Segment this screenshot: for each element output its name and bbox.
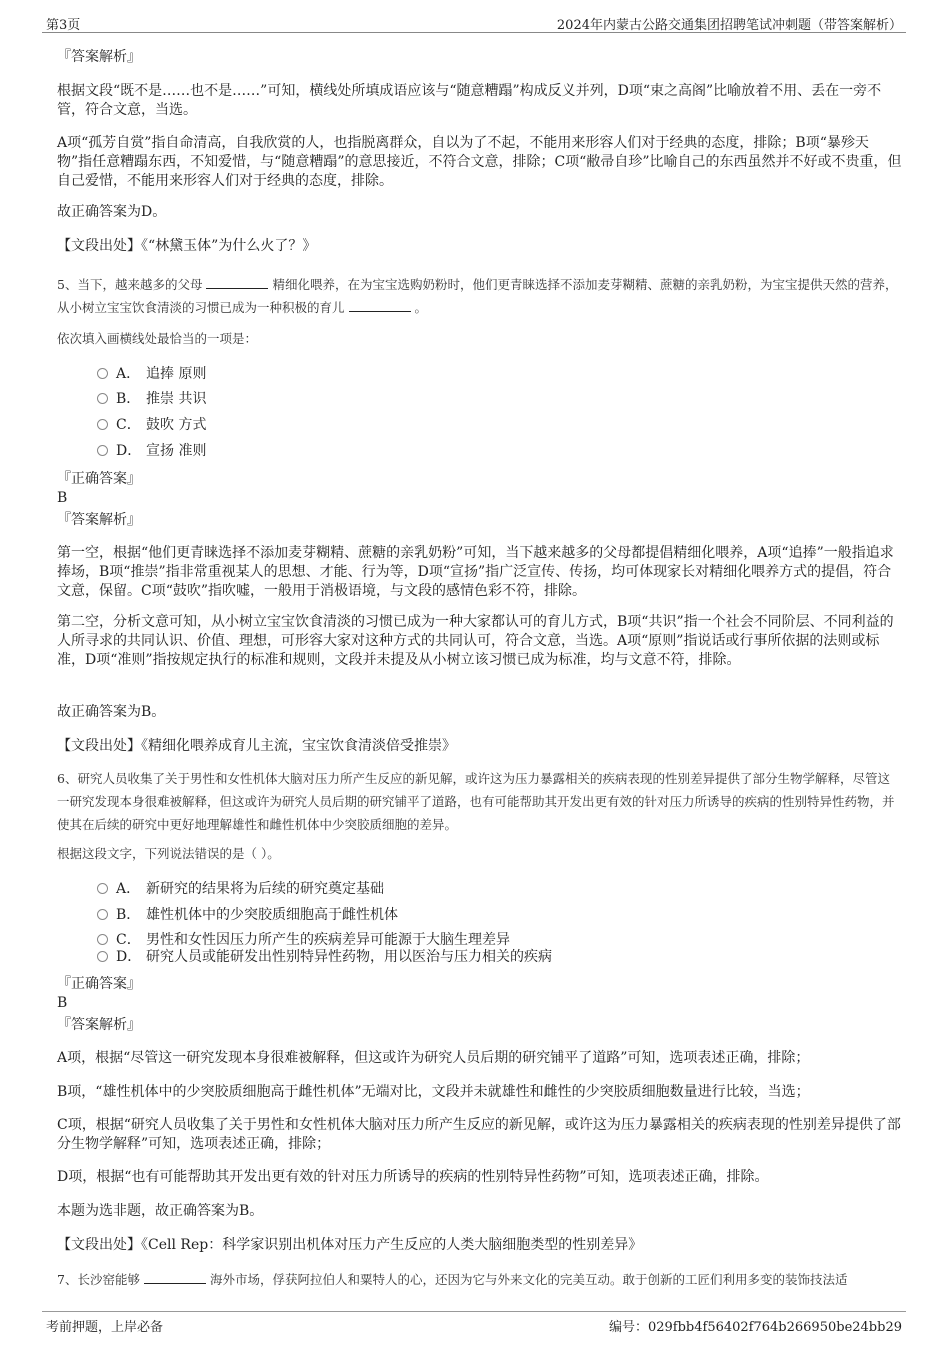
blank-line <box>144 1271 206 1284</box>
q5-analysis-para1: 第一空，根据“他们更青睐选择不添加麦芽糊精、蔗糖的亲乳奶粉”可知，当下越来越多的父母都提倡精细化喂养，A项“追捧”一般指追求捧场，B项“推崇”指非常重视某人的思想、才能、行为等，D项“宣扬”指广泛宣传、传扬，均可体现家长对精细化喂养方式的提倡，符合文意，保留。C项“鼓吹”指吹嘘，一般用于消极语境，与文段的感情色彩不符，排除。 <box>57 545 894 599</box>
q6-analysis-c: C项，根据“研究人员收集了关于男性和女性机体大脑对压力所产生反应的新见解，或许这为压力暴露相关的疾病表现的性别差异提供了部分生物学解释”可知，选项表述正确，排除； <box>57 1117 901 1152</box>
q7-stem: 7、长沙窑能够 海外市场，俘获阿拉伯人和粟特人的心，还因为它与外来文化的完美互动。敢于创新的工匠们利用多变的装饰技法适 <box>57 1272 848 1287</box>
q6-analysis-a: A项，根据“尽管这一研究发现本身很难被解释，但这或许为研究人员后期的研究铺平了道路”可知，选项表述正确，排除； <box>57 1050 810 1066</box>
radio-icon[interactable] <box>97 393 108 404</box>
q5-analysis-heading: 『答案解析』 <box>57 512 141 528</box>
q4-conclusion: 故正确答案为D。 <box>57 204 167 220</box>
q6-option-a[interactable]: A． 新研究的结果将为后续的研究奠定基础 <box>97 879 384 899</box>
q5-answer-heading: 『正确答案』 <box>57 471 141 487</box>
q4-source: 【文段出处】《“林黛玉体”为什么火了？》 <box>57 238 317 254</box>
q4-analysis-para2: A项“孤芳自赏”指自命清高，自我欣赏的人，也指脱离群众，自以为了不起，不能用来形容人们对于经典的态度，排除；B项“暴殄天物”指任意糟蹋东西，不知爱惜，与“随意糟蹋”的意思接近，不符合文意，排除；C项“敝帚自珍”比喻自己的东西虽然并不好或不贵重，但自己爱惜，不能用来形容人们对于经典的态度，排除。 <box>57 135 902 189</box>
footer-slogan: 考前押题，上岸必备 <box>46 1320 164 1335</box>
blank-line <box>349 299 411 312</box>
q6-source: 【文段出处】《Cell Rep：科学家识别出机体对压力产生反应的人类大脑细胞类型的性别差异》 <box>57 1237 643 1253</box>
blank-line <box>206 276 268 289</box>
page-header <box>42 12 906 33</box>
q5-option-d[interactable]: D． 宣扬 准则 <box>97 441 206 461</box>
radio-icon[interactable] <box>97 445 108 456</box>
q6-option-d[interactable]: D． 研究人员或能研发出性别特异性药物，用以医治与压力相关的疾病 <box>97 947 552 967</box>
radio-icon[interactable] <box>97 951 108 962</box>
q5-prompt: 依次填入画横线处最恰当的一项是： <box>57 331 258 346</box>
q6-prompt: 根据这段文字，下列说法错误的是（ ）。 <box>57 846 280 861</box>
q4-analysis-para1: 根据文段“既不是……也不是……”可知，横线处所填成语应该与“随意糟蹋”构成反义并列，D项“束之高阁”比喻放着不用、丢在一旁不管，符合文意，当选。 <box>57 83 882 118</box>
q5-option-a[interactable]: A． 追捧 原则 <box>97 364 206 384</box>
radio-icon[interactable] <box>97 883 108 894</box>
page-number: 第3页 <box>46 18 81 33</box>
page-footer <box>42 1311 906 1336</box>
q5-answer: B <box>57 490 68 506</box>
q5-source: 【文段出处】《精细化喂养成育儿主流，宝宝饮食清淡倍受推崇》 <box>57 738 456 754</box>
q6-analysis-b: B项，“雄性机体中的少突胶质细胞高于雌性机体”无端对比，文段并未就雄性和雌性的少突胶质细胞数量进行比较，当选； <box>57 1084 810 1100</box>
radio-icon[interactable] <box>97 934 108 945</box>
radio-icon[interactable] <box>97 419 108 430</box>
document-code: 编号：029fbb4f56402f764b266950be24bb29 <box>608 1320 902 1335</box>
q6-analysis-d: D项，根据“也有可能帮助其开发出更有效的针对压力所诱导的疾病的性别特异性药物”可知，选项表述正确，排除。 <box>57 1169 769 1185</box>
radio-icon[interactable] <box>97 368 108 379</box>
radio-icon[interactable] <box>97 909 108 920</box>
q5-conclusion: 故正确答案为B。 <box>57 704 166 720</box>
document-title: 2024年内蒙古公路交通集团招聘笔试冲刺题（带答案解析） <box>556 18 902 33</box>
q5-analysis-para2: 第二空，分析文意可知，从小树立宝宝饮食清淡的习惯已成为一种大家都认可的育儿方式，B项“共识”指一个社会不同阶层、不同利益的人所寻求的共同认识、价值、理想，可形容大家对这种方式的共同认可，符合文意，当选。A项“原则”指说话或行事所依据的法则或标准，D项“准则”指按规定执行的标准和规则，文段并未提及从小树立该习惯已成为标准，均与文意不符，排除。 <box>57 614 894 668</box>
q5-option-b[interactable]: B． 推崇 共识 <box>97 389 206 409</box>
q5-stem: 5、当下，越来越多的父母 精细化喂养，在为宝宝选购奶粉时，他们更青睐选择不添加麦芽糊精、蔗糖的亲乳奶粉，为宝宝提供天然的营养，从小树立宝宝饮食清淡的习惯已成为一种积极的育儿 。 <box>57 277 898 315</box>
q6-option-c[interactable]: C． 男性和女性因压力所产生的疾病差异可能源于大脑生理差异 <box>97 930 510 950</box>
q5-option-c[interactable]: C． 鼓吹 方式 <box>97 415 206 435</box>
q6-conclusion: 本题为选非题，故正确答案为B。 <box>57 1203 264 1219</box>
q6-answer: B <box>57 995 68 1011</box>
q6-answer-heading: 『正确答案』 <box>57 976 141 992</box>
q6-analysis-heading: 『答案解析』 <box>57 1017 141 1033</box>
q6-option-b[interactable]: B． 雄性机体中的少突胶质细胞高于雌性机体 <box>97 905 398 925</box>
q4-analysis-heading: 『答案解析』 <box>57 49 141 65</box>
q6-stem: 6、研究人员收集了关于男性和女性机体大脑对压力所产生反应的新见解，或许这为压力暴露相关的疾病表现的性别差异提供了部分生物学解释，尽管这一研究发现本身很难被解释，但这或许为研究人员后期的研究铺平了道路，也有可能帮助其开发出更有效的针对压力所诱导的疾病的性别特异性药物，并使其在后续的研究中更好地理解雄性和雌性机体中少突胶质细胞的差异。 <box>57 771 895 832</box>
